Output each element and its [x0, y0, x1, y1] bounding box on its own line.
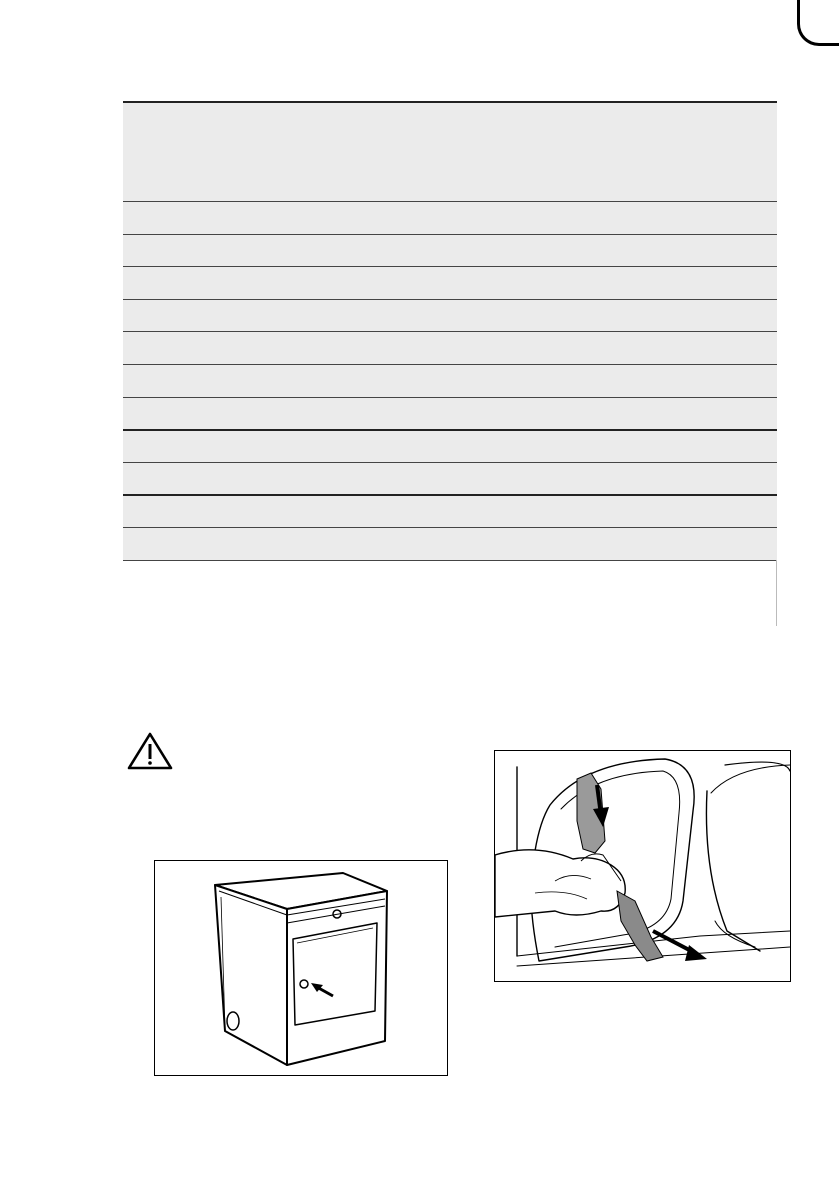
table-cell — [123, 332, 777, 348]
table-row — [123, 331, 777, 364]
table-cell — [123, 496, 777, 512]
table-cell — [123, 300, 777, 316]
table-row — [123, 234, 777, 267]
table-cell — [123, 267, 777, 283]
table-header-text — [123, 103, 777, 119]
table-row — [123, 364, 777, 397]
table-cell — [123, 235, 777, 251]
page-corner-tab — [797, 0, 839, 46]
table-bottom-rule — [123, 560, 777, 561]
table-row — [123, 266, 777, 299]
table-row — [123, 299, 777, 332]
table-header — [123, 101, 777, 201]
door-seal-cleaning-illustration — [494, 750, 791, 982]
table-cell — [123, 431, 777, 447]
table-row — [123, 494, 777, 527]
margin-rule — [776, 560, 777, 626]
table-cell — [123, 528, 777, 544]
data-table — [123, 101, 777, 561]
table-row — [123, 462, 777, 495]
table-row — [123, 397, 777, 430]
table-row — [123, 201, 777, 234]
table-row — [123, 527, 777, 560]
table-cell — [123, 398, 777, 414]
dryer-illustration — [154, 860, 448, 1076]
table-row — [123, 429, 777, 462]
table-cell — [123, 202, 777, 218]
table-cell — [123, 365, 777, 381]
warning-triangle-icon — [126, 731, 174, 771]
table-cell — [123, 463, 777, 479]
